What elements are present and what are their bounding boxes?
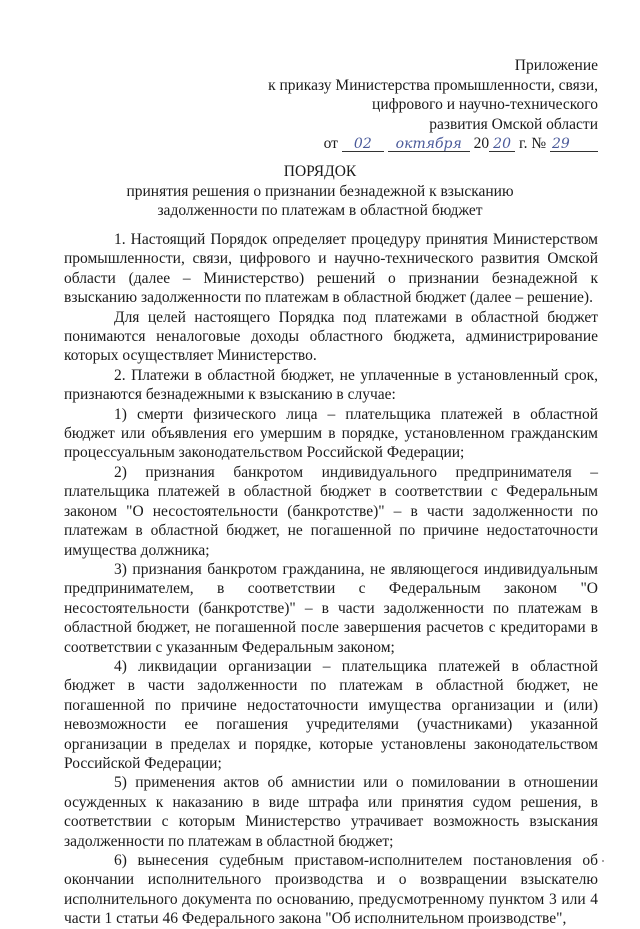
appendix-order-ref: к приказу Министерства промышленности, связи, [268,76,598,94]
case-2-entrepreneur-bankruptcy: 2) признания банкротом индивидуального предпринимателя – плательщика платежей в областной бюджет в соответствии с Федеральным законом "О несостоятельности (банкротстве)" – в части задолженности по платежам в областной бюджет, не погашенной по причине недостаточности имущества должника; [64,463,598,559]
appendix-label: Приложение [514,57,598,74]
paragraph-1-scope: 1. Настоящий Порядок определяет процедуру принятия Министерством промышленности, связи, цифрового и научно-технического развития Омской области (далее – Министерство) решений о признании безнадежной к взысканию задолженности по платежам в областной бюджет (далее – решение). [64,231,598,307]
handwritten-year: 20 [489,137,515,152]
document-heading: ПОРЯДОК [283,163,357,180]
handwritten-order-number: 29 [550,137,598,152]
appendix-ministry-line: цифрового и научно-технического [372,96,598,113]
scan-speck [602,860,604,862]
number-label: г. № [518,135,547,152]
paragraph-2-cases: 2. Платежи в областной бюджет, не уплаченные в установленный срок, признаются безнадежными к взысканию в случае: [64,366,598,404]
date-prefix: от [323,135,338,152]
date-century: 20 [473,135,490,152]
order-date-line [258,134,598,154]
handwritten-day: 02 [342,137,384,152]
document-subtitle-line-2: задолженности по платежам в областной бюджет [157,202,483,219]
document-title-block [0,162,640,221]
paragraph-payments-definition: Для целей настоящего Порядка под платежами в областной бюджет понимаются неналоговые доходы областного бюджета, администрирование которых осуществляет Министерство. [64,308,598,365]
document-subtitle-line-1: принятия решения о признании безнадежной к взысканию [126,182,514,200]
appendix-header [258,56,598,154]
case-1-death: 1) смерти физического лица – плательщика платежей в областной бюджет или объявления его умершим в порядке, установленном гражданским процессуальным законодательством Российской Федерации; [64,405,598,462]
appendix-region-line: развития Омской области [429,115,598,133]
case-3-citizen-bankruptcy: 3) признания банкротом гражданина, не являющегося индивидуальным предпринимателем, в соответствии с Федеральным законом "О несостоятельности (банкротстве)" – в части задолженности по платежам в областной бюджет, не погашенной после завершения расчетов с кредиторами в соответствии с указанным Федеральным законом; [64,560,598,656]
case-6-enforcement: 6) вынесения судебным приставом-исполнителем постановления об окончании исполнительного производства и о возвращении взыскателю исполнительного документа по основанию, предусмотренному пунктом 3 или 4 части 1 статьи 46 Федерального закона "Об исполнительном производстве", [64,852,598,928]
handwritten-month: октября [388,137,470,152]
case-5-amnesty: 5) применения актов об амнистии или о помиловании в отношении осужденных к наказанию в виде штрафа или принятия судом решения, в соответствии с которым Министерство утрачивает возможность взыскания задолженности по платежам в областной бюджет; [64,774,598,850]
document-body [64,230,598,929]
case-4-liquidation: 4) ликвидации организации – плательщика платежей в областной бюджет в части задолженности по платежам в областной бюджет, не погашенной по причине недостаточности имущества организации и (или) невозможности ее погашения учредителями (участниками) указанной организации в пределах и порядке, которые установлены законодательством Российской Федерации; [64,657,598,772]
